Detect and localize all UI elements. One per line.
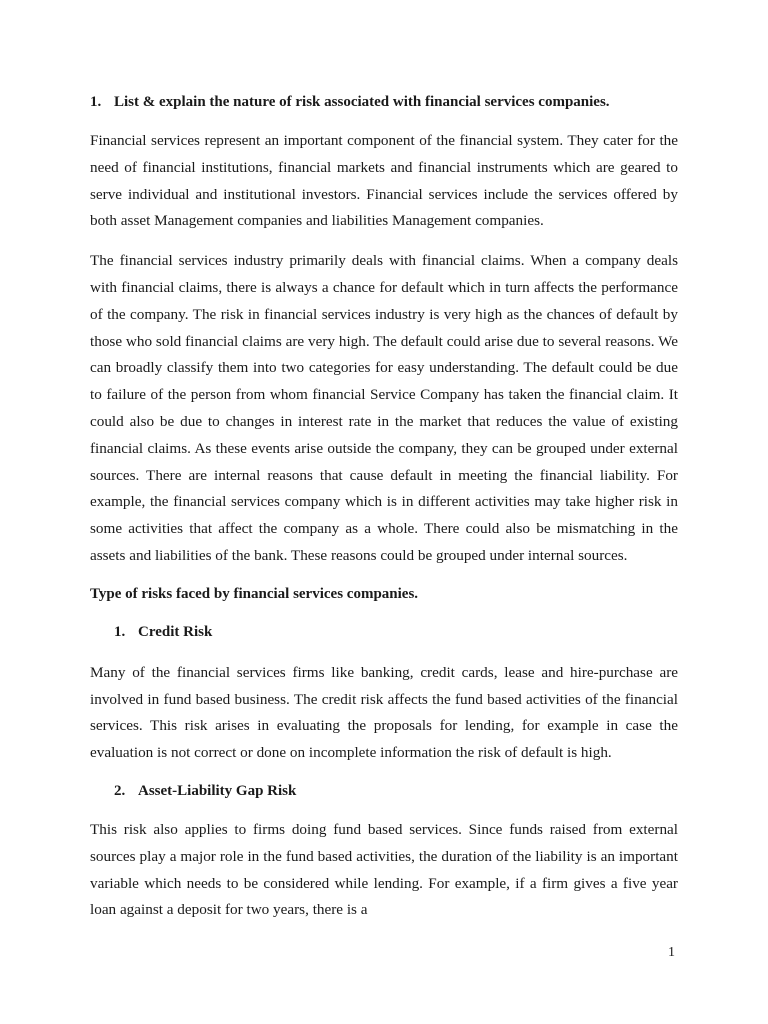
risk-title: Credit Risk (138, 623, 213, 640)
risk-heading-credit (90, 622, 678, 642)
risk-number: 2. (114, 782, 126, 799)
risk-number: 1. (114, 623, 126, 640)
page-number: 1 (668, 945, 675, 960)
question-number: 1. (90, 94, 102, 110)
question-heading (90, 92, 678, 112)
question-title: List & explain the nature of risk associated with financial services companies. (114, 94, 610, 110)
paragraph-intro: Financial services represent an important component of the financial system. They cater for the need of financial institutions, financial markets and financial instruments which are geared to serve individual and institutional investors. Financial services include the services offered by both asset Management companies and liabilities Management companies. (90, 132, 678, 230)
paragraph-default-reasons: The financial services industry primarily deals with financial claims. When a company deals with financial claims, there is always a chance for default which in turn affects the performance of the company. The risk in financial services industry is very high as the chances of default by those who sold financial claims are very high. The default could arise due to several reasons. We can broadly classify them into two categories for easy understanding. The default could be due to failure of the person from whom financial Service Company has taken the financial claim. It could also be due to changes in interest rate in the market that reduces the value of existing financial claims. As these events arise outside the company, they can be grouped under external sources. There are internal reasons that cause default in meeting the financial liability. For example, the financial services company which is in different activities may take higher risk in some activities that affect the company as a whole. There could also be mismatching in the assets and liabilities of the bank. These reasons could be grouped under internal sources. (90, 252, 678, 564)
risk-title: Asset-Liability Gap Risk (138, 782, 297, 799)
paragraph-credit-risk: Many of the financial services firms like banking, credit cards, lease and hire-purchase are involved in fund based business. The credit risk affects the fund based activities of the financial services. This risk arises in evaluating the proposals for lending, for example in case the evaluation is not correct or done on incomplete information the risk of default is high. (90, 663, 678, 762)
paragraph-gap-risk: This risk also applies to firms doing fund based services. Since funds raised from external sources play a major role in the fund based activities, the duration of the liability is an important variable which needs to be considered while lending. For example, if a firm gives a five year loan against a deposit for two years, there is a (90, 820, 678, 919)
document-body (90, 92, 678, 924)
section-heading: Type of risks faced by financial services companies. (90, 585, 419, 602)
risk-heading-asset-liability (90, 781, 678, 801)
